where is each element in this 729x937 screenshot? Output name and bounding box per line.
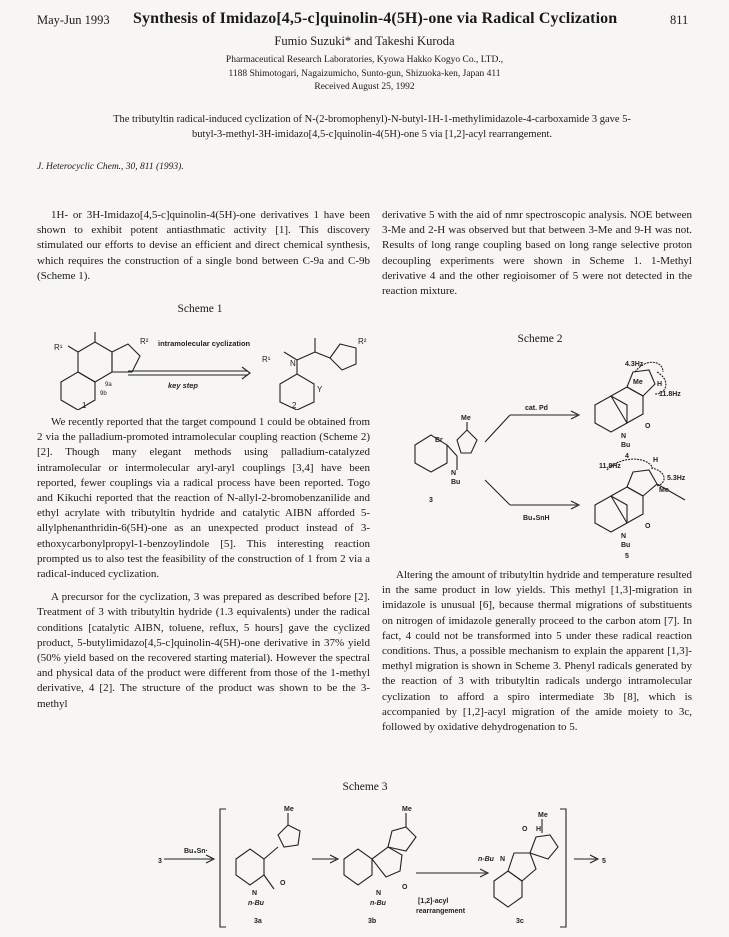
affiliation-line-1: Pharmaceutical Research Laboratories, Kyowa Hakko Kogyo Co., LTD.,: [225, 55, 504, 65]
ring: [330, 344, 356, 370]
ring: [78, 342, 112, 382]
rearrangement-label: rearrangement: [416, 908, 466, 915]
ring: [236, 849, 264, 885]
ring: [388, 827, 416, 851]
h-label: H: [536, 826, 542, 833]
compound-label: 3b: [368, 918, 377, 925]
n-label: N: [252, 890, 258, 897]
coupling-label: 11.8Hz: [599, 463, 621, 470]
ring: [61, 372, 95, 410]
compound-label: 3: [158, 858, 162, 865]
n-label: N: [621, 433, 627, 440]
compound-label: 3: [429, 497, 433, 504]
compound-label: 3c: [516, 918, 524, 925]
reagent-bu3sn: Bu₃Sn·: [184, 848, 208, 855]
me-label: Me: [538, 812, 548, 819]
o-label: O: [402, 884, 408, 891]
coupling-label: 5.3Hz: [667, 475, 686, 482]
r1-label: R¹: [54, 343, 63, 352]
ring: [627, 470, 657, 496]
r2-label: R²: [358, 337, 367, 346]
journal-issue: May-Jun 1993: [37, 13, 110, 27]
reagent-bu3snh: Bu₃SnH: [523, 515, 550, 522]
affiliation: [0, 54, 729, 95]
o-label: O: [645, 523, 651, 530]
left-column-top: [37, 208, 370, 292]
scheme-2-figure: [395, 350, 695, 560]
scheme-1-title: Scheme 1: [177, 303, 223, 315]
left-column-bottom: [37, 415, 370, 720]
page-number: 811: [670, 13, 689, 27]
n-label: N: [500, 856, 506, 863]
n-label: N: [290, 359, 296, 368]
abstract: The tributyltin radical-induced cyclization of N-(2-bromophenyl)-N-butyl-1H-1-methylimidazole-4-carboxamide 3 gave 5-butyl-3-methyl-3H-imidazo[4,5-c]quinolin-4(5H)-one 5 via [1,2]-acyl rearrangement.: [113, 114, 631, 140]
citation: J. Heterocyclic Chem., 30, 811 (1993).: [37, 162, 184, 172]
right-column-bottom: [382, 568, 692, 743]
n-label: N: [621, 533, 627, 540]
o-label: O: [280, 880, 286, 887]
atom-9a: 9a: [105, 382, 112, 388]
ring: [530, 835, 558, 859]
ring: [372, 847, 402, 877]
coupling-label: 4.3Hz: [625, 361, 644, 368]
paragraph: We recently reported that the target compound 1 could be obtained from 2 via the palladium-promoted intramolecular coupling reaction (Scheme 2) [2]. Though many elegant methods using palladium-catalyzed intramolecular or intermolecular aryl-aryl couplings [3,4] have been reported, fewer couplings via a radical process have been reported. Togo and Kikuchi reported that the reaction of N-allyl-2-bromobenzanilide and ethyl acrylate with tributyltin hydride and catalytic AIBN afforded 5-allylphenanthridin-6(5H)-one as an unexpected product instead of 3-ethoxycarbonylpropyl-1-benzoylindole [5]. This interesting reaction prompted us to also test the feasibility of the construction of 1 from 2 via a radical-induced cyclization.: [37, 416, 370, 581]
n-label: N: [451, 470, 457, 477]
h-label: H: [653, 457, 659, 464]
reagent-pd: cat. Pd: [525, 405, 548, 412]
bu-label: Bu: [621, 542, 631, 549]
paragraph: Altering the amount of tributyltin hydride and temperature resulted in the same product in low yields. This methyl [1,3]-migration in imidazole is unusual [6], because thermal migrations of substituents on nitrogen of imidazole generally proceed to the carbon atom [7]. In fact, 4 could not be transformed into 5 under these radical reaction conditions. Thus, a possible mechanism to explain the apparent [1,3]-methyl migration is shown in Scheme 3. Phenyl radicals generated by the reaction of 3 with tributyltin radicals undergo intramolecular cyclization to afford a spiro intermediate 3b [8], which is accompanied by [1,2]-acyl migration of the amide moiety to 3c, followed by oxidative dehydrogenation to 5.: [382, 569, 692, 734]
me-label: Me: [402, 806, 412, 813]
arrow-label-top: intramolecular cyclization: [158, 339, 251, 348]
coupling-label: 11.8Hz: [659, 391, 681, 398]
affiliation-line-2: 1188 Shimotogari, Nagaizumicho, Sunto-gun, Shizuoka-ken, Japan 411: [228, 68, 501, 79]
scheme-1-figure: [40, 322, 370, 410]
o-label: O: [645, 423, 651, 430]
nbu-label: n-Bu: [248, 900, 264, 907]
me-label: Me: [461, 415, 471, 422]
r1-label: R¹: [262, 355, 271, 364]
ring: [344, 849, 372, 885]
nbu-label: n-Bu: [370, 900, 386, 907]
n-label: N: [376, 890, 382, 897]
o-label: O: [522, 826, 528, 833]
scheme-3-title: Scheme 3: [342, 781, 388, 793]
me-label: Me: [633, 379, 643, 386]
atom-9b: 9b: [100, 391, 107, 397]
compound-label: 1: [82, 401, 87, 410]
right-column-top: [382, 208, 692, 307]
bu-label: Bu: [621, 442, 631, 449]
scheme-2-title: Scheme 2: [517, 333, 563, 345]
compound-label: 3a: [254, 918, 262, 925]
paragraph: 1H- or 3H-Imidazo[4,5-c]quinolin-4(5H)-one derivatives 1 have been shown to exhibit potent antiasthmatic activity [1]. This discovery stimulated our efforts to devise an efficient and direct chemical synthesis, which requires the construction of a single bond between C-9a and C-9b (Scheme 1).: [37, 209, 370, 282]
ring: [457, 430, 477, 453]
br-label: Br: [435, 437, 443, 444]
arrow-label-bottom: key step: [168, 381, 199, 390]
compound-label: 4: [625, 453, 629, 460]
paper-title: Synthesis of Imidazo[4,5-c]quinolin-4(5H)-one via Radical Cyclization: [133, 10, 618, 27]
ring: [494, 871, 522, 907]
scheme-3-figure: [140, 797, 620, 935]
paragraph: A precursor for the cyclization, 3 was prepared as described before [2]. Treatment of 3 with tributyltin hydride (1.3 equivalents) under the radical conditions [catalytic AIBN, toluene, reflux, 5 hours] gave the cyclized product, 5-butylimidazo[4,5-c]quinolin-4(5H)-one derivative in 37% yield (50% yield based on the recovered starting material). However the spectral and physical data of the product were different from those of the 1-methyl derivative, 4 [2]. The structure of the product was shown to be the 3-methyl: [37, 591, 370, 710]
ring: [508, 853, 536, 881]
h-label: H: [657, 381, 663, 388]
nbu-label: n-Bu: [478, 856, 494, 863]
received-date: Received August 25, 1992: [314, 82, 415, 92]
me-label: Me: [284, 806, 294, 813]
compound-label: 5: [602, 858, 606, 865]
ring: [112, 344, 140, 372]
paragraph: derivative 5 with the aid of nmr spectroscopic analysis. NOE between 3-Me and 2-H was observed but that between 3-Me and 9-H was not. Results of long range coupling based on long range selective proton decoupling experiments were shown in Scheme 1. 1-Methyl derivative 4 and the other regioisomer of 5 were not detected in the reaction mixture.: [382, 209, 692, 298]
compound-label: 5: [625, 553, 629, 560]
me-label: Me: [659, 487, 669, 494]
ring: [280, 374, 314, 410]
y-label: Y: [317, 385, 323, 394]
ring: [278, 825, 300, 847]
rearrangement-label: [1,2]-acyl: [418, 898, 449, 905]
bu-label: Bu: [451, 479, 461, 486]
authors: Fumio Suzuki* and Takeshi Kuroda: [274, 34, 455, 48]
compound-label: 2: [292, 401, 297, 410]
r2-label: R²: [140, 337, 149, 346]
